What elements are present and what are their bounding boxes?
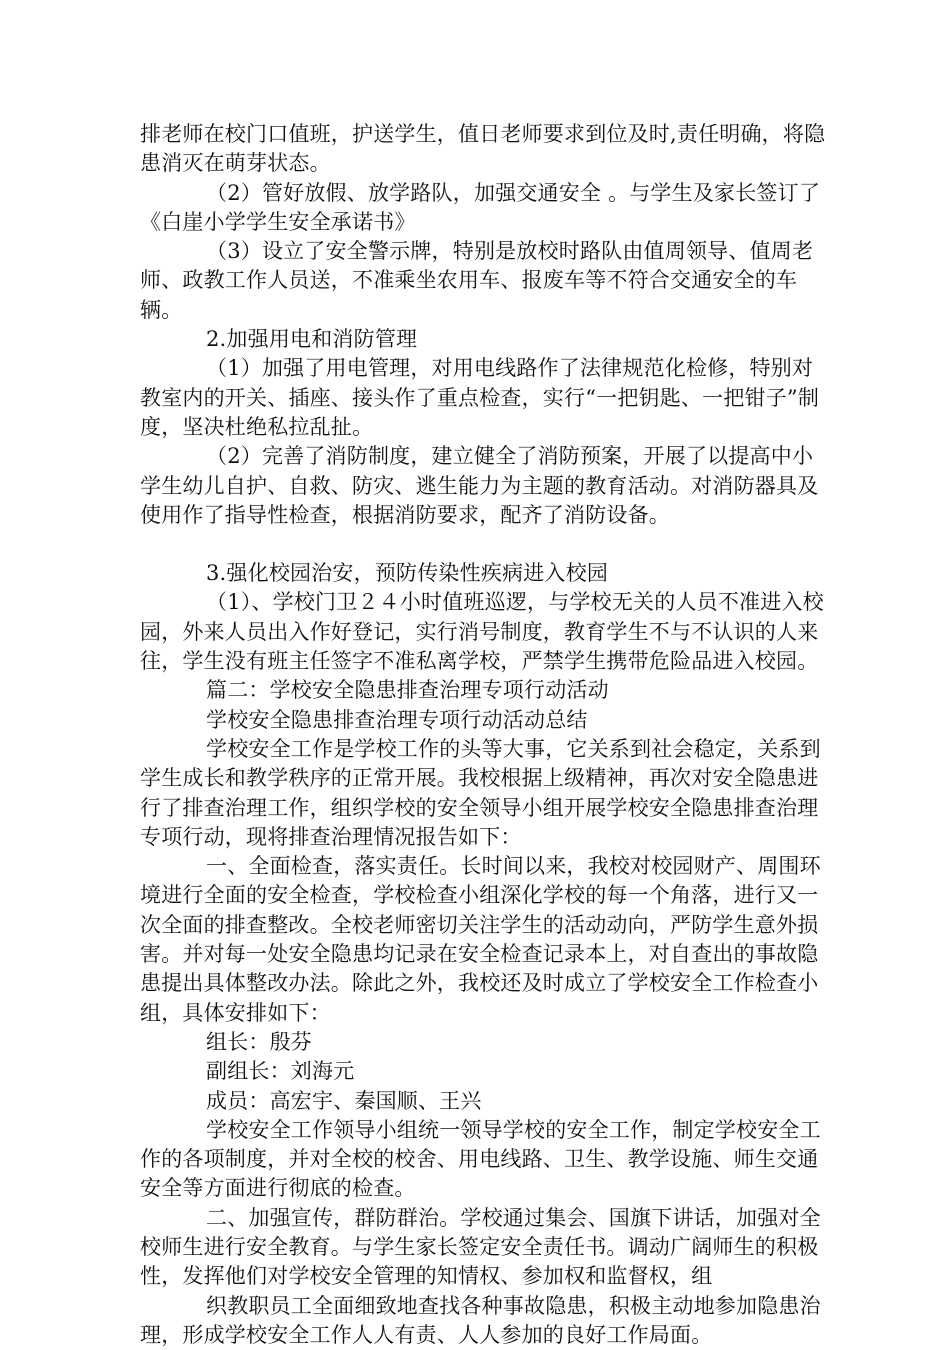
paragraph: （3）设立了安全警示牌，特别是放校时路队由值周领导、值周老师、政教工作人员送，不准乘坐农用车、报废车等不符合交通安全的车辆。 xyxy=(140,239,814,322)
paragraph: 织教职员工全面细致地查找各种事故隐患，积极主动地参加隐患治理，形成学校安全工作人人有责、人人参加的良好工作局面。 xyxy=(140,1293,821,1347)
paragraph: （2）完善了消防制度，建立健全了消防预案，开展了以提高中小学生幼儿自护、自救、防灾、逃生能力为主题的教育活动。对消防器具及使用作了指导性检查，根据消防要求，配齐了消防设备。 xyxy=(140,444,819,527)
section-heading: 学校安全隐患排查治理专项行动活动总结 xyxy=(206,707,588,732)
section-heading: 2.加强用电和消防管理 xyxy=(206,327,418,352)
paragraph: （1）加强了用电管理，对用电线路作了法律规范化检修，特别对教室内的开关、插座、接头作了重点检查，实行“一把钥匙、一把钳子”制度，坚决杜绝私拉乱扯。 xyxy=(140,356,820,439)
section-heading: 篇二：学校安全隐患排查治理专项行动活动 xyxy=(206,678,609,703)
section-heading: 3.强化校园治安，预防传染性疾病进入校园 xyxy=(206,561,609,586)
paragraph: 一、全面检查，落实责任。长时间以来，我校对校园财产、周围环境进行全面的安全检查，学校检查小组深化学校的每一个角落，进行又一次全面的排查整改。全校老师密切关注学生的活动动向，严防学生意外损害。并对每一处安全隐患均记录在安全检查记录本上，对自查出的事故隐患提出具体整改办法。除此之外，我校还及时成立了学校安全工作检查小组，具体安排如下： xyxy=(140,854,821,1025)
paragraph: 排老师在校门口值班，护送学生，值日老师要求到位及时,责任明确，将隐患消灭在萌芽状态。 xyxy=(140,122,826,176)
paragraph: 组长：殷芬 xyxy=(206,1029,312,1054)
paragraph: （2）管好放假、放学路队，加强交通安全 。与学生及家长签订了《白崖小学学生安全承诺书》 xyxy=(140,180,821,234)
paragraph: 学校安全工作领导小组统一领导学校的安全工作，制定学校安全工作的各项制度，并对全校的校舍、用电线路、卫生、教学设施、师生交通安全等方面进行彻底的检查。 xyxy=(140,1117,821,1201)
paragraph: 二、加强宣传，群防群治。学校通过集会、国旗下讲话，加强对全校师生进行安全教育。与学生家长签定安全责任书。调动广阔师生的积极性，发挥他们对学校安全管理的知情权、参加权和监督权，组 xyxy=(140,1205,821,1289)
paragraph: 学校安全工作是学校工作的头等大事，它关系到社会稳定，关系到学生成长和教学秩序的正常开展。我校根据上级精神，再次对安全隐患进行了排查治理工作，组织学校的安全领导小组开展学校安全隐患排查治理专项行动，现将排查治理情况报告如下： xyxy=(140,736,821,849)
paragraph: 成员：高宏宇、秦国顺、王兴 xyxy=(206,1088,482,1113)
paragraph: 副组长：刘海元 xyxy=(206,1059,355,1084)
document-body xyxy=(140,120,830,1350)
paragraph: （1）、学校门卫２４小时值班巡逻，与学校无关的人员不准进入校园，外来人员出入作好登记，实行消号制度，教育学生不与不认识的人来往，学生没有班主任签字不准私离学校，严禁学生携带危险品进入校园。 xyxy=(140,590,824,674)
